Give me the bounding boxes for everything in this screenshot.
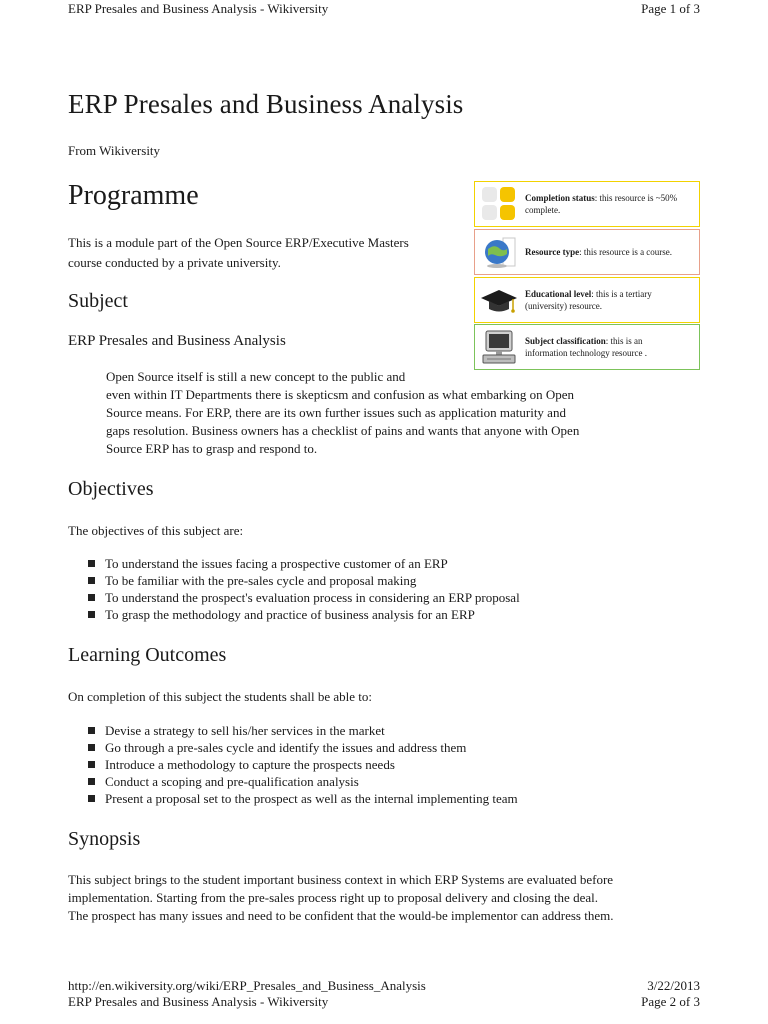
educational-level-box (474, 277, 700, 323)
subject-subheading: ERP Presales and Business Analysis (68, 333, 286, 349)
objectives-intro: The objectives of this subject are: (68, 523, 244, 538)
subject-classification-value-2: information technology resource . (525, 348, 647, 358)
list-item: Devise a strategy to sell his/her services in the market (88, 722, 518, 739)
intro-line-1: This is a module part of the Open Source ERP/Executive Masters (68, 235, 409, 250)
resource-type-label: Resource type (525, 247, 580, 257)
synopsis-text (68, 871, 613, 925)
completion-status-text (525, 192, 695, 216)
subject-text-line: Source means. For ERP, there are its own further issues such as application maturity and (106, 405, 566, 420)
globe-icon (479, 232, 519, 272)
outcomes-list (88, 722, 518, 807)
educational-level-value: : this is a tertiary (591, 289, 652, 299)
objectives-heading: Objectives (68, 478, 154, 500)
list-item: To understand the prospect's evaluation process in considering an ERP proposal (88, 589, 520, 606)
outcomes-intro: On completion of this subject the students shall be able to: (68, 689, 373, 704)
header-site-title: ERP Presales and Business Analysis - Wikiversity (68, 1, 329, 16)
subject-heading: Subject (68, 290, 128, 312)
programme-heading: Programme (68, 180, 199, 211)
completion-status-box (474, 181, 700, 227)
intro-text (68, 233, 409, 273)
list-item: Present a proposal set to the prospect as well as the internal implementing team (88, 790, 518, 807)
completion-status-label: Completion status (525, 193, 595, 203)
educational-level-value-2: (university) resource. (525, 301, 602, 311)
from-wikiversity: From Wikiversity (68, 143, 161, 158)
next-page-site-title: ERP Presales and Business Analysis - Wikiversity (68, 994, 329, 1009)
intro-line-2: course conducted by a private university. (68, 255, 281, 270)
completion-status-value: : this resource is ~50% (594, 193, 678, 203)
synopsis-line: implementation. Starting from the pre-sales process right up to proposal delivery and closing the deal. (68, 890, 598, 905)
learning-outcomes-heading: Learning Outcomes (68, 644, 227, 666)
computer-icon (479, 327, 519, 367)
graduation-cap-icon (479, 280, 519, 320)
completion-status-icon (479, 184, 519, 224)
footer-url[interactable]: http://en.wikiversity.org/wiki/ERP_Presales_and_Business_Analysis (68, 978, 426, 993)
header-page-number: Page 1 of 3 (641, 1, 700, 16)
subject-classification-value: : this is an (605, 336, 643, 346)
synopsis-line: This subject brings to the student important business context in which ERP Systems are evaluated before (68, 872, 614, 887)
list-item: To be familiar with the pre-sales cycle and proposal making (88, 572, 520, 589)
educational-level-text (525, 288, 695, 312)
resource-type-text (525, 246, 695, 258)
list-item: Introduce a methodology to capture the prospects needs (88, 756, 518, 773)
page-header (68, 0, 700, 18)
subject-classification-box (474, 324, 700, 370)
page-title: ERP Presales and Business Analysis (68, 89, 464, 119)
synopsis-line: The prospect has many issues and need to be confident that the would-be implementor can address them. (68, 908, 614, 923)
subject-text-line: Source ERP has to grasp and respond to. (106, 441, 318, 456)
resource-type-value: : this resource is a course. (579, 247, 673, 257)
list-item: Conduct a scoping and pre-qualification analysis (88, 773, 518, 790)
list-item: To understand the issues facing a prospective customer of an ERP (88, 555, 520, 572)
list-item: To grasp the methodology and practice of business analysis for an ERP (88, 606, 520, 623)
educational-level-label: Educational level (525, 289, 592, 299)
resource-type-box (474, 229, 700, 275)
subject-text-line: gaps resolution. Business owners has a checklist of pains and wants that anyone with Open (106, 423, 580, 438)
synopsis-heading: Synopsis (68, 828, 141, 850)
footer-date: 3/22/2013 (647, 978, 700, 993)
next-page-header (68, 994, 700, 1012)
subject-text-line: Open Source itself is still a new concept to the public and (106, 369, 406, 384)
list-item: Go through a pre-sales cycle and identify the issues and address them (88, 739, 518, 756)
completion-status-value-2: complete. (525, 205, 561, 215)
subject-text-line: even within IT Departments there is skepticsm and confusion as what embarking on Open (106, 387, 575, 402)
next-page-number: Page 2 of 3 (641, 994, 700, 1009)
subject-classification-label: Subject classification (525, 336, 606, 346)
objectives-list (88, 555, 520, 623)
subject-description (106, 368, 666, 458)
subject-classification-text (525, 335, 695, 359)
